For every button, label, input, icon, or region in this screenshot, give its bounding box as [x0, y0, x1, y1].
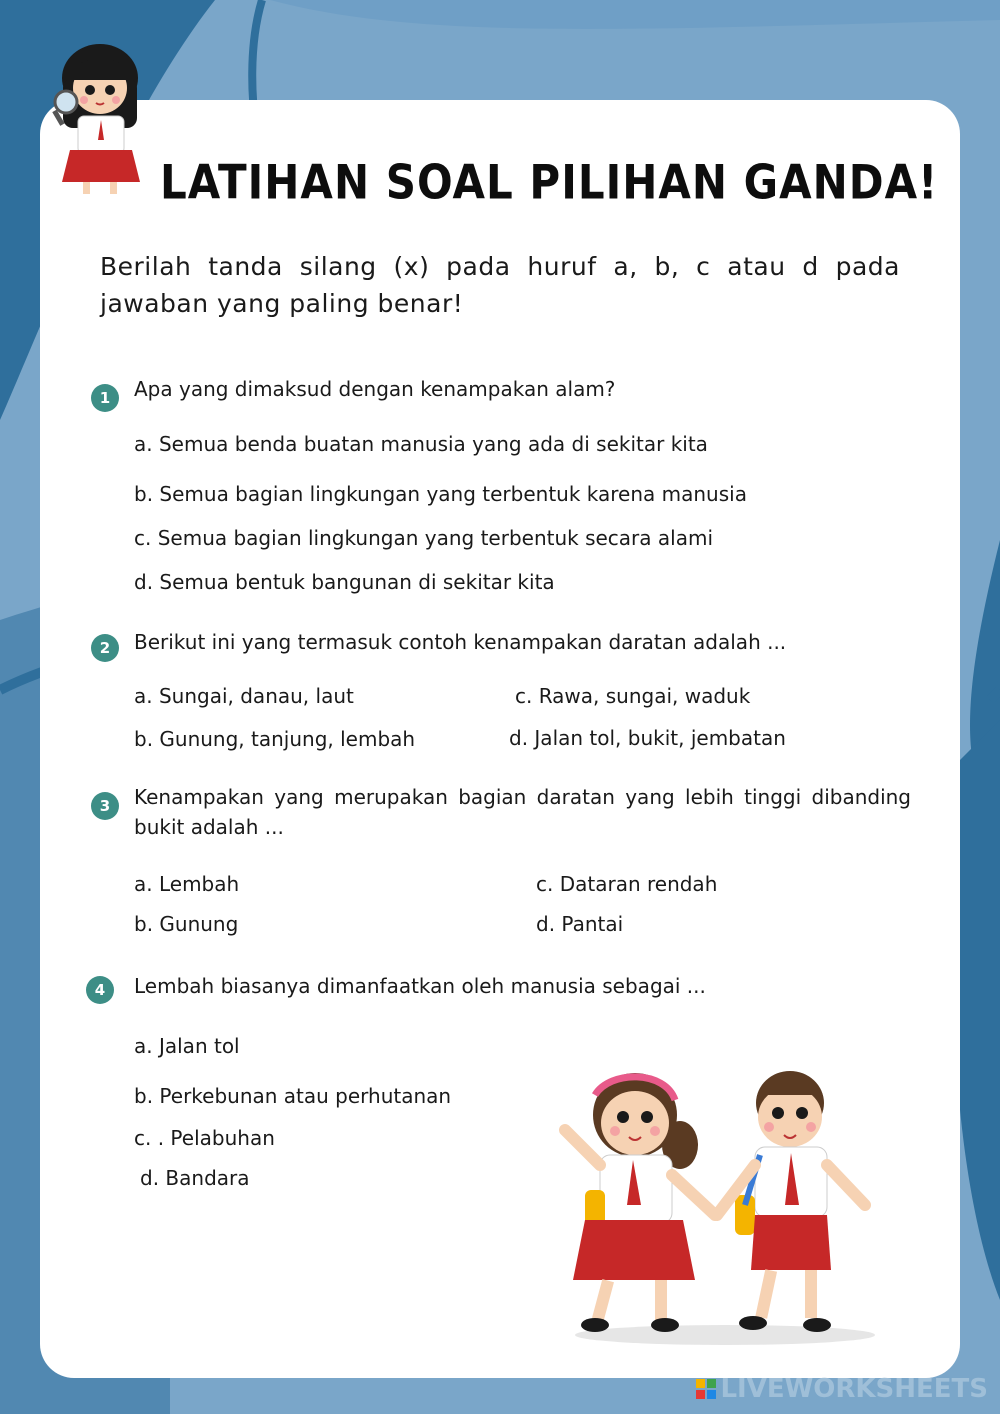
girl-with-magnifier-illustration: [48, 40, 158, 200]
page-title: LATIHAN SOAL PILIHAN GANDA!: [160, 155, 939, 210]
answer-option[interactable]: c. Semua bagian lingkungan yang terbentuk secara alami: [134, 526, 714, 550]
question-number-badge: 4: [86, 976, 114, 1004]
answer-option[interactable]: b. Gunung, tanjung, lembah: [134, 727, 416, 751]
question-text: Apa yang dimaksud dengan kenampakan alam?: [134, 377, 616, 401]
answer-option[interactable]: a. Lembah: [134, 872, 240, 896]
students-walking-illustration: [555, 1055, 900, 1350]
question-text: Kenampakan yang merupakan bagian daratan yang lebih tinggi dibanding bukit adalah ...: [134, 785, 911, 839]
answer-option[interactable]: d. Semua bentuk bangunan di sekitar kita: [134, 570, 555, 594]
answer-option[interactable]: b. Perkebunan atau perhutanan: [134, 1084, 452, 1108]
answer-option[interactable]: a. Jalan tol: [134, 1034, 240, 1058]
question-text: Berikut ini yang termasuk contoh kenampakan daratan adalah ...: [134, 630, 787, 654]
instruction-text: Berilah tanda silang (x) pada huruf a, b, c atau d pada jawaban yang paling benar!: [100, 252, 900, 318]
answer-option[interactable]: d. Jalan tol, bukit, jembatan: [509, 726, 786, 750]
question-number-badge: 1: [91, 384, 119, 412]
question-number-badge: 3: [91, 792, 119, 820]
answer-option[interactable]: c. . Pelabuhan: [134, 1126, 275, 1150]
answer-option[interactable]: b. Gunung: [134, 912, 239, 936]
liveworksheets-logo-icon: [696, 1379, 716, 1399]
answer-option[interactable]: b. Semua bagian lingkungan yang terbentuk karena manusia: [134, 482, 747, 506]
question-number-badge: 2: [91, 634, 119, 662]
answer-option[interactable]: c. Rawa, sungai, waduk: [515, 684, 751, 708]
question-text: Lembah biasanya dimanfaatkan oleh manusia sebagai ...: [134, 974, 706, 998]
liveworksheets-watermark: [696, 1374, 988, 1404]
answer-option[interactable]: d. Pantai: [536, 912, 624, 936]
answer-option[interactable]: a. Semua benda buatan manusia yang ada di sekitar kita: [134, 432, 708, 456]
answer-option[interactable]: a. Sungai, danau, laut: [134, 684, 354, 708]
answer-option[interactable]: d. Bandara: [140, 1166, 250, 1190]
watermark-text: LIVEWORKSHEETS: [720, 1374, 988, 1404]
answer-option[interactable]: c. Dataran rendah: [536, 872, 718, 896]
